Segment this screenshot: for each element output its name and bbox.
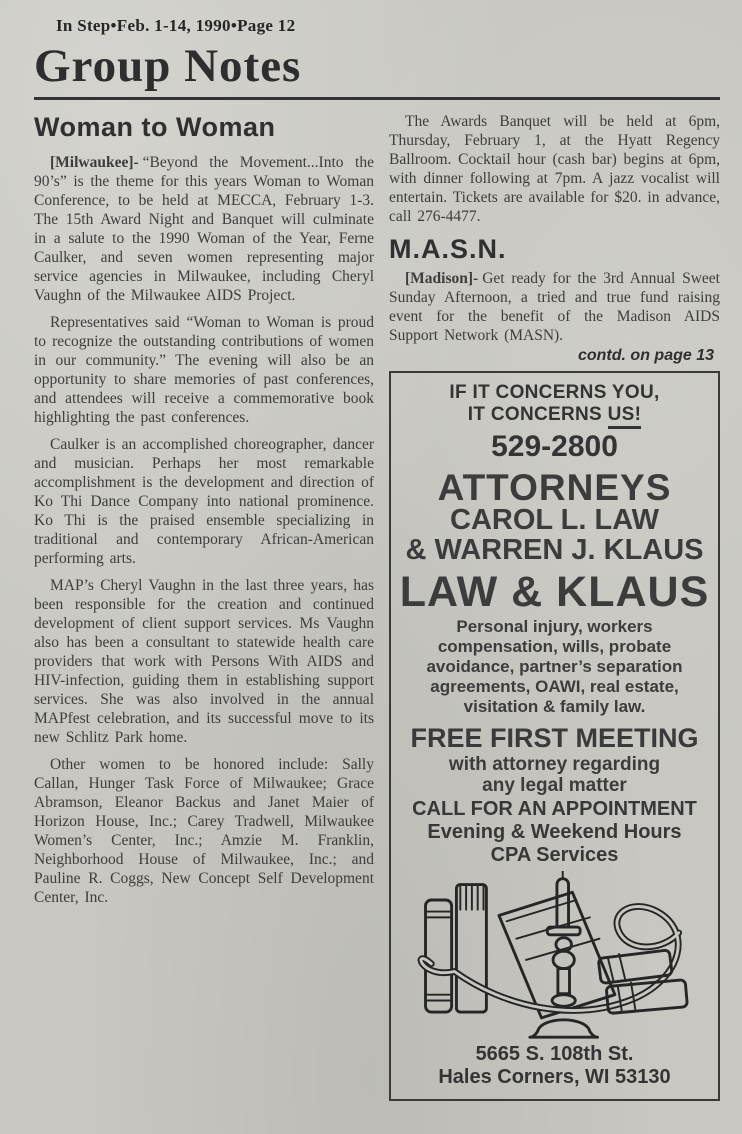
article-headline: Woman to Woman <box>34 112 276 143</box>
masthead: In Step•Feb. 1-14, 1990•Page 12 <box>56 16 296 35</box>
paragraph-text: “Beyond the Movement...Into the 90’s” is the theme for this years Woman to Woman Conference, to be held at MECCA, February 1-3. The 15th Award Night and Banquet will culminate in a salute to the 1990 Woman of the Year, Ferne Caulker, and seven women representing major service agencies in Milwaukee, including Cheryl Vaughn of the Milwaukee AIDS Project. <box>34 154 374 305</box>
section-divider <box>34 97 720 100</box>
ad-phone-number: 529-2800 <box>491 430 618 464</box>
right-column <box>389 112 720 1100</box>
ad-tagline-line1: IF IT CONCERNS YOU, <box>449 382 660 404</box>
masn-headline: M.A.S.N. <box>389 234 507 265</box>
ad-address-line2: Hales Corners, WI 53130 <box>438 1065 671 1088</box>
ad-attorney-name-2: & WARREN J. KLAUS <box>405 533 704 566</box>
ad-hours: Evening & Weekend Hours <box>427 820 682 843</box>
continuation-paragraph <box>389 112 720 226</box>
ad-firm-name: LAW & KLAUS <box>399 567 710 616</box>
article-paragraph <box>34 153 374 305</box>
ad-address-line1: 5665 S. 108th St. <box>475 1042 634 1065</box>
law-office-engraving-illustration <box>409 871 701 1043</box>
paragraph-text: Get ready for the 3rd Annual Sweet Sunday Afternoon, a tried and true fund raising event for the benefit of the Madison AIDS Support Network (MASN). <box>389 270 720 345</box>
ad-call-to-action: CALL FOR AN APPOINTMENT <box>412 797 697 820</box>
ad-tagline-underlined-word: US! <box>608 404 642 429</box>
paragraph-text: The Awards Banquet will be held at 6pm, Thursday, February 1, at the Hyatt Regency Ballroom. Cocktail hour (cash bar) begins at 6pm, with dinner following at 7pm. A jazz vocalist will entertain. Tickets are available for $20. in advance, call 276-4477. <box>389 113 720 226</box>
ad-attorneys-label: ATTORNEYS <box>437 467 672 509</box>
article-paragraph <box>34 755 374 907</box>
dateline: [Milwaukee]- <box>50 154 139 172</box>
section-title: Group Notes <box>34 40 302 92</box>
paragraph-text: Representatives said “Woman to Woman is proud to recognize the outstanding contributions of women in our community.” The evening will also be an opportunity to share memories of past conferences, and attendees will receive a commemorative book highlighting the past conferences. <box>34 314 374 427</box>
ad-offer-detail: with attorney regarding any legal matter <box>448 753 661 796</box>
paragraph-text: Other women to be honored include: Sally Callan, Hunger Task Force of Milwaukee; Grace Abramson, Eleanor Backus and Janet Maier of Horizon House, Inc.; Carey Tradwell, Milwaukee Women’s Center, Inc.; Amzie M. Franklin, Neighborhood House of Milwaukee, Inc.; and Pauline R. Coggs, New Concept Self Development Center, Inc. <box>34 756 374 907</box>
left-column <box>34 112 374 1100</box>
dateline: [Madison]- <box>405 270 479 288</box>
continued-notice: contd. on page 13 <box>577 347 714 365</box>
ad-tagline-line2 <box>397 404 712 426</box>
paragraph-text: MAP’s Cheryl Vaughn in the last three years, has been responsible for the creation and continued development of client support services. Ms Vaughn also has been a consultant to statewide health care providers that work with Persons With AIDS and HIV-infection, guiding them in establishing support services. She was also involved in the annual MAPfest celebration, and its successful move to its new Schlitz Park home. <box>34 577 374 747</box>
article-paragraph <box>34 313 374 427</box>
ad-free-meeting-offer: FREE FIRST MEETING <box>410 722 699 753</box>
column-layout <box>34 112 720 1100</box>
ad-cpa-services: CPA Services <box>490 843 619 866</box>
masn-paragraph <box>389 269 720 345</box>
ad-attorney-name-1: CAROL L. LAW <box>450 504 659 537</box>
paragraph-text: Caulker is an accomplished choreographer, dancer and musician. Perhaps her most remarkable accomplishment is the development and direction of Ko Thi Dance Company into national prominence. Ko Thi is the praised ensemble specializing in traditional and contemporary African-American performing arts. <box>34 436 374 568</box>
law-klaus-advertisement <box>389 371 720 1100</box>
article-paragraph <box>34 435 374 568</box>
article-paragraph <box>34 576 374 747</box>
ad-tagline-line2-prefix: IT CONCERNS <box>467 404 608 426</box>
ad-services-list: Personal injury, workers compensation, wills, probate avoidance, partner’s separation agreements, OAWI, real estate, visitation & family law. <box>426 616 683 716</box>
